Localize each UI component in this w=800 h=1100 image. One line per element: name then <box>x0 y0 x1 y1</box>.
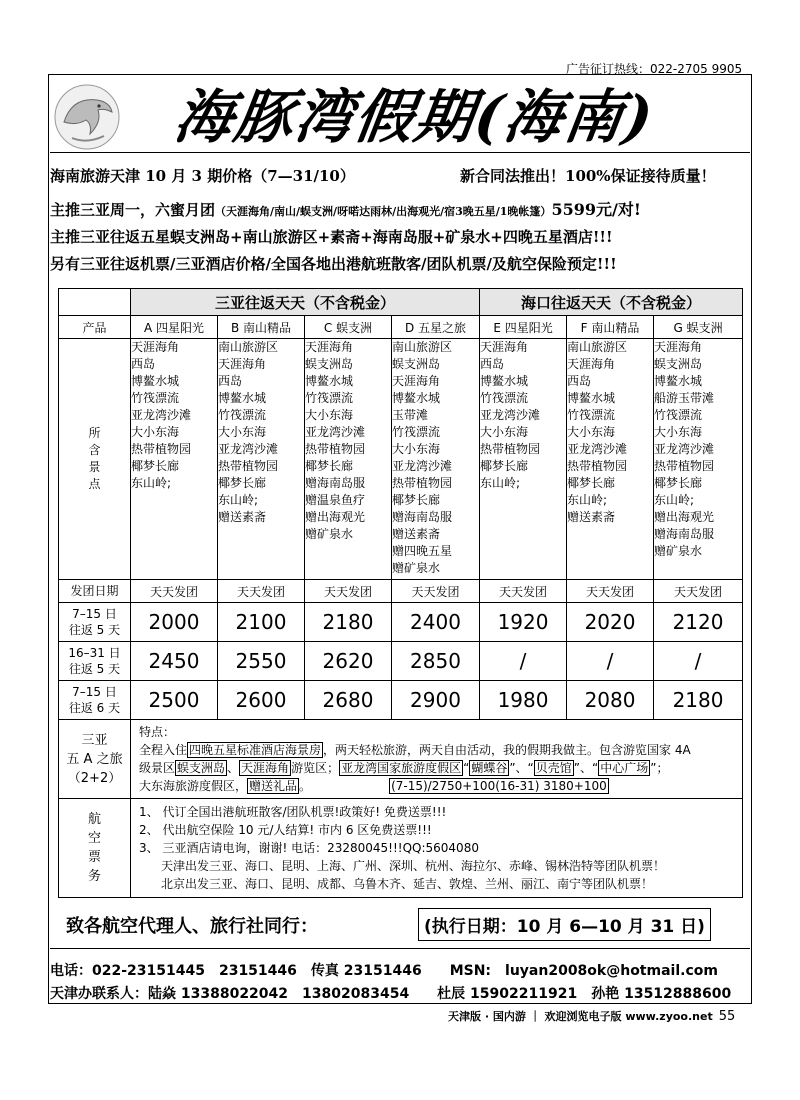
spot-item: 东山岭; <box>567 493 608 507</box>
spot-item: 竹筏漂流 <box>480 391 529 405</box>
product-label: 产品 <box>59 316 131 339</box>
price-cell: 2620 <box>305 642 392 681</box>
spot-item: 亚龙湾沙滩 <box>218 442 279 456</box>
honeymoon-price: 5599元/对! <box>551 200 641 219</box>
product-d: D 五星之旅 <box>392 316 480 339</box>
spot-item: 亚龙湾沙滩 <box>392 459 453 473</box>
spot-item: 热带植物园 <box>480 442 541 456</box>
spots-list <box>131 339 218 580</box>
price-cell: 2020 <box>567 603 654 642</box>
spot-item: 博鳌水城 <box>654 374 703 388</box>
spot-item: 亚龙湾沙滩 <box>305 425 366 439</box>
price-cell: 2180 <box>654 681 743 720</box>
spots-list <box>305 339 392 580</box>
spot-item: 博鳌水城 <box>392 391 441 405</box>
price-cell: 2080 <box>567 681 654 720</box>
spot-item: 椰梦长廊 <box>654 476 703 490</box>
spot-item: 竹筏漂流 <box>654 408 703 422</box>
price-cell: 2100 <box>218 603 305 642</box>
price-period-heading: 海南旅游天津 10 月 3 期价格（7—31/10） <box>50 167 355 185</box>
honeymoon-title: 主推三亚周一，六蜜月团 <box>50 201 216 219</box>
row-label: 16–31 日 往返 5 天 <box>59 642 131 681</box>
agent-greeting: 致各航空代理人、旅行社同行： <box>66 916 318 937</box>
spot-item: 博鳌水城 <box>567 391 616 405</box>
sanya-group-header: 三亚往返天天（不含税金） <box>131 289 480 316</box>
price-cell: 2000 <box>131 603 218 642</box>
row-label: 7–15 日 往返 6 天 <box>59 681 131 720</box>
spot-item: 天涯海角 <box>131 340 180 354</box>
price-table <box>58 288 743 898</box>
spot-item: 竹筏漂流 <box>305 391 354 405</box>
spots-label: 所 含 景 点 <box>59 339 131 580</box>
row-label: 7–15 日 往返 5 天 <box>59 603 131 642</box>
depart-cell: 天天发团 <box>567 580 654 603</box>
spot-item: 西岛 <box>131 357 156 371</box>
spot-item: 南山旅游区 <box>392 340 453 354</box>
spot-item: 赠矿泉水 <box>305 527 354 541</box>
trip-description: 特点： 全程入住 四晚五星标准酒店海景房 ，两天轻松旅游，两天自由活动，我的假期我做主。包含游览国家 4A 级景区 蜈支洲岛 、 天涯海角 游览区； 亚龙湾国家旅游度假区 “ 蝴蝶谷 ”、“ 贝壳馆 ”、“ 中心广场 ”； 大东海旅游度假区， 赠送礼品 。 (7-15)/2750+100(16-31) 3180+100 <box>131 720 743 799</box>
spot-item: 赠送素斋 <box>567 510 616 524</box>
spot-item: 赠海南岛服 <box>392 510 453 524</box>
spots-list <box>654 339 743 580</box>
contact-divider <box>50 948 750 949</box>
spot-item: 天涯海角 <box>480 340 529 354</box>
spot-item: 赠海南岛服 <box>654 527 715 541</box>
depart-cell: 天天发团 <box>131 580 218 603</box>
other-services-line: 另有三亚往返机票/三亚酒店价格/全国各地出港航班散客/团队机票/及航空保险预定!!! <box>50 255 617 273</box>
spot-item: 大小东海 <box>392 442 441 456</box>
spot-item: 椰梦长廊 <box>480 459 529 473</box>
spot-item: 大小东海 <box>480 425 529 439</box>
main-promo-line: 主推三亚往返五星蜈支洲岛+南山旅游区+素斋+海南岛服+矿泉水+四晚五星酒店!!! <box>50 228 613 246</box>
spots-list <box>218 339 305 580</box>
price-cell: 2850 <box>392 642 480 681</box>
spot-item: 东山岭; <box>218 493 259 507</box>
spot-item: 亚龙湾沙滩 <box>131 408 192 422</box>
price-cell: 1980 <box>480 681 567 720</box>
ad-hotline: 广告征订热线：022-2705 9905 <box>566 62 743 76</box>
product-a: A 四星阳光 <box>131 316 218 339</box>
page-footer <box>448 1008 735 1024</box>
spot-item: 西岛 <box>567 374 592 388</box>
spot-item: 赠送素斋 <box>218 510 267 524</box>
spot-item: 热带植物园 <box>392 476 453 490</box>
price-cell: 2500 <box>131 681 218 720</box>
spot-item: 亚龙湾沙滩 <box>567 442 628 456</box>
dolphin-logo-icon <box>52 82 122 152</box>
spot-item: 西岛 <box>218 374 243 388</box>
spots-list <box>567 339 654 580</box>
spot-item: 热带植物园 <box>654 459 715 473</box>
price-row <box>59 681 743 720</box>
ticket-service-list: 1、 代订全国出港航班散客/团队机票!政策好! 免费送票!!! 2、 代出航空保险 10 元/人结算! 市内 6 区免费送票!!! 3、 三亚酒店请电询，谢谢! 电话：23280045!!!QQ:5604080 天津出发三亚、海口、昆明、上海、广州、深圳、杭州、海拉尔、赤峰、锡林浩特等团队机票！ 北京出发三亚、海口、昆明、成都、乌鲁木齐、延吉、敦煌、兰州、丽江、南宁等团队机票！ <box>131 799 743 898</box>
quality-slogan: 新合同法推出！100%保证接待质量！ <box>460 167 716 185</box>
spots-list <box>392 339 480 580</box>
product-c: C 蜈支洲 <box>305 316 392 339</box>
spot-item: 赠温泉鱼疗 <box>305 493 366 507</box>
spot-item: 天涯海角 <box>654 340 703 354</box>
spot-item: 椰梦长廊 <box>392 493 441 507</box>
spot-item: 博鳌水城 <box>131 374 180 388</box>
price-cell: 2680 <box>305 681 392 720</box>
spot-item: 赠送素斋 <box>392 527 441 541</box>
honeymoon-details: （天涯海角/南山/蜈支洲/呀喏达雨林/出海观光/宿3晚五星/1晚帐篷） <box>215 205 552 218</box>
price-cell: 2120 <box>654 603 743 642</box>
spot-item: 蜈支洲岛 <box>392 357 441 371</box>
trip-price-note: (7-15)/2750+100(16-31) 3180+100 <box>391 779 607 793</box>
price-cell: 1920 <box>480 603 567 642</box>
spot-item: 竹筏漂流 <box>392 425 441 439</box>
price-cell: 2600 <box>218 681 305 720</box>
page-title: 海豚湾假期(海南) <box>170 83 659 151</box>
trip-label: 三亚 五 A 之旅 （2+2） <box>59 720 131 799</box>
spot-item: 天涯海角 <box>392 374 441 388</box>
spot-item: 大小东海 <box>305 408 354 422</box>
spot-item: 亚龙湾沙滩 <box>654 442 715 456</box>
depart-cell: 天天发团 <box>305 580 392 603</box>
contact-people-line: 天津办联系人：陆焱 13388022042 13802083454 杜辰 15902211921 孙艳 13512888600 <box>50 986 732 1002</box>
spot-item: 热带植物园 <box>567 459 628 473</box>
spot-item: 热带植物园 <box>305 442 366 456</box>
spot-item: 西岛 <box>480 357 505 371</box>
spot-item: 赠矿泉水 <box>392 561 441 575</box>
honeymoon-tour-line <box>50 197 641 220</box>
spot-item: 大小东海 <box>654 425 703 439</box>
spot-item: 竹筏漂流 <box>567 408 616 422</box>
spot-item: 椰梦长廊 <box>131 459 180 473</box>
execution-date: (执行日期：10 月 6—10 月 31 日) <box>418 908 711 941</box>
spot-item: 南山旅游区 <box>218 340 279 354</box>
spot-item: 船游玉带滩 <box>654 391 715 405</box>
ticket-service-label: 航 空 票 务 <box>59 799 131 898</box>
spot-item: 椰梦长廊 <box>567 476 616 490</box>
spot-item: 东山岭; <box>654 493 695 507</box>
price-cell: / <box>654 642 743 681</box>
price-cell: / <box>480 642 567 681</box>
spot-item: 亚龙湾沙滩 <box>480 408 541 422</box>
spot-item: 椰梦长廊 <box>218 476 267 490</box>
spot-item: 赠四晚五星 <box>392 544 453 558</box>
spot-item: 竹筏漂流 <box>218 408 267 422</box>
spot-item: 博鳌水城 <box>480 374 529 388</box>
price-cell: 2550 <box>218 642 305 681</box>
spot-item: 热带植物园 <box>131 442 192 456</box>
depart-cell: 天天发团 <box>392 580 480 603</box>
spot-item: 赠矿泉水 <box>654 544 703 558</box>
spots-list <box>480 339 567 580</box>
depart-cell: 天天发团 <box>218 580 305 603</box>
price-cell: 2180 <box>305 603 392 642</box>
spot-item: 天涯海角 <box>567 357 616 371</box>
haikou-group-header: 海口往返天天（不含税金） <box>480 289 743 316</box>
title-divider <box>50 152 750 153</box>
price-row <box>59 642 743 681</box>
spot-item: 大小东海 <box>131 425 180 439</box>
spot-item: 东山岭; <box>480 476 521 490</box>
product-g: G 蜈支洲 <box>654 316 743 339</box>
spot-item: 赠出海观光 <box>654 510 715 524</box>
spot-item: 蜈支洲岛 <box>305 357 354 371</box>
price-cell: / <box>567 642 654 681</box>
spot-item: 大小东海 <box>218 425 267 439</box>
spot-item: 玉带滩 <box>392 408 429 422</box>
product-f: F 南山精品 <box>567 316 654 339</box>
table-corner <box>59 289 131 316</box>
product-b: B 南山精品 <box>218 316 305 339</box>
spot-item: 天涯海角 <box>305 340 354 354</box>
footer-text: 天津版 · 国内游 ｜ 欢迎浏览电子版 www.zyoo.net <box>448 1010 713 1023</box>
spot-item: 竹筏漂流 <box>131 391 180 405</box>
price-cell: 2900 <box>392 681 480 720</box>
price-cell: 2450 <box>131 642 218 681</box>
spot-item: 大小东海 <box>567 425 616 439</box>
price-cell: 2400 <box>392 603 480 642</box>
spot-item: 天涯海角 <box>218 357 267 371</box>
spot-item: 博鳌水城 <box>305 374 354 388</box>
spot-item: 南山旅游区 <box>567 340 628 354</box>
depart-cell: 天天发团 <box>480 580 567 603</box>
page-number: 55 <box>718 1009 736 1024</box>
depart-label: 发团日期 <box>59 580 131 603</box>
contact-phone-line: 电话：022-23151445 23151446 传真 23151446 MSN: luyan2008ok@hotmail.com <box>50 963 718 979</box>
spot-item: 蜈支洲岛 <box>654 357 703 371</box>
spot-item: 赠海南岛服 <box>305 476 366 490</box>
price-row <box>59 603 743 642</box>
product-e: E 四星阳光 <box>480 316 567 339</box>
spot-item: 东山岭; <box>131 476 172 490</box>
spot-item: 热带植物园 <box>218 459 279 473</box>
depart-cell: 天天发团 <box>654 580 743 603</box>
spot-item: 椰梦长廊 <box>305 459 354 473</box>
spot-item: 博鳌水城 <box>218 391 267 405</box>
spot-item: 赠出海观光 <box>305 510 366 524</box>
